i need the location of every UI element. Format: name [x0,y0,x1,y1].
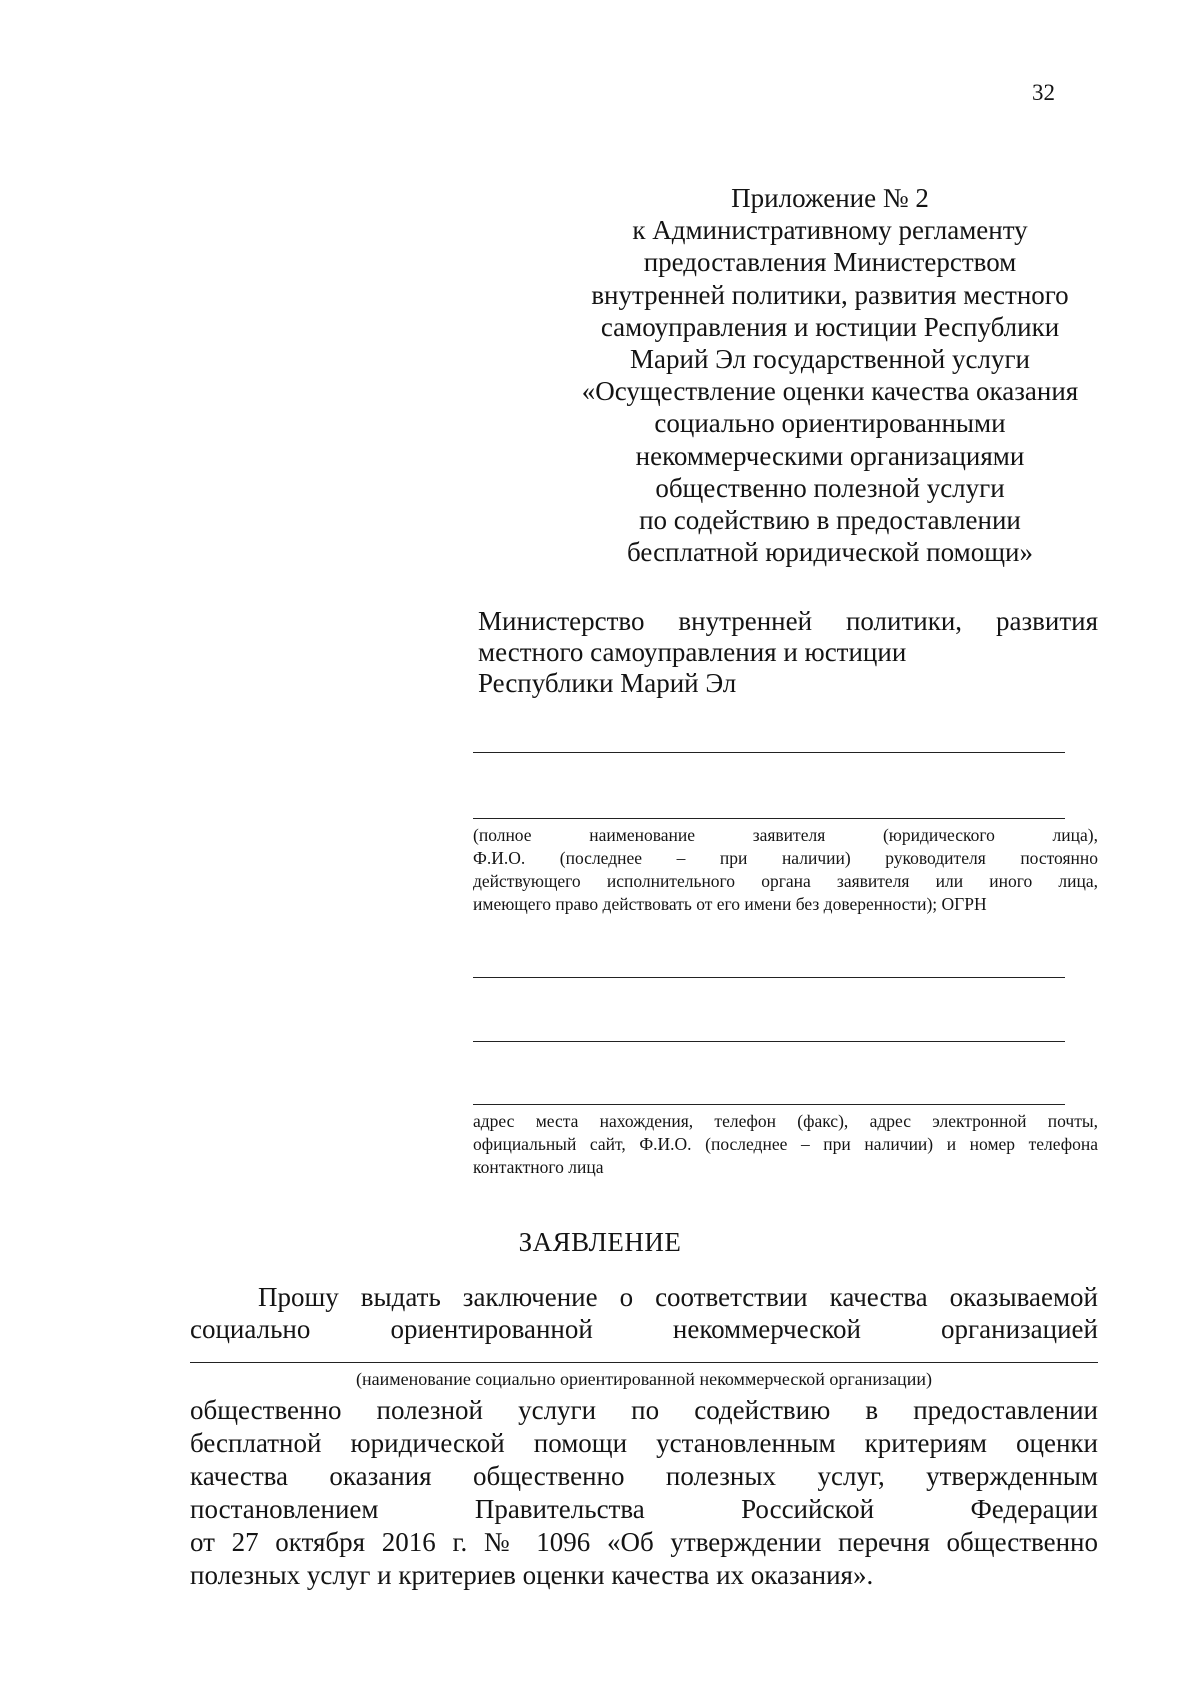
request-paragraph-body [190,1394,1098,1592]
document-title: ЗАЯВЛЕНИЕ [518,1227,682,1257]
blank-line-address-3[interactable] [473,1104,1065,1105]
appendix-line: бесплатной юридической помощи» [627,537,1033,568]
appendix-line: к Административному регламенту [632,215,1028,246]
caption-line: контактного лица [473,1157,604,1177]
caption-line: официальный сайт, Ф.И.О. (последнее – при наличии) и номер телефона [473,1134,1098,1154]
addressee-line: Министерство внутренней политики, развития [478,606,1098,636]
appendix-line: Приложение № 2 [731,183,929,213]
blank-line-applicant-2[interactable] [473,818,1065,819]
appendix-line: самоуправления и юстиции Республики [600,311,1060,342]
blank-line-organization[interactable] [190,1362,1098,1363]
paragraph-line: полезных услуг и критериев оценки качества их оказания». [190,1560,874,1590]
blank-line-address-2[interactable] [473,1041,1065,1042]
addressee-line: Республики Марий Эл [478,668,737,698]
page-number: 32 [1032,80,1055,105]
appendix-header [555,182,1105,568]
caption-line: имеющего право действовать от его имени без доверенности); ОГРН [473,894,987,914]
caption-line: действующего исполнительного органа заявителя или иного лица, [473,871,1098,891]
paragraph-line: социально ориентированной некоммерческой организацией [190,1314,1098,1344]
paragraph-line: постановлением Правительства Российской Федерации [190,1494,1098,1524]
paragraph-line: бесплатной юридической помощи установленным критериям оценки [190,1428,1098,1458]
addressee-line: местного самоуправления и юстиции [478,637,907,667]
appendix-line: «Осуществление оценки качества оказания [581,376,1079,407]
organization-caption: (наименование социально ориентированной некоммерческой организации) [356,1369,932,1389]
appendix-line: предоставления Министерством [643,247,1017,278]
paragraph-line: от 27 октября 2016 г. № 1096 «Об утверждении перечня общественно [190,1527,1098,1557]
paragraph-line: общественно полезной услуги по содействию в предоставлении [190,1395,1098,1425]
applicant-caption [473,824,1098,916]
blank-line-address-1[interactable] [473,977,1065,978]
appendix-line: Марий Эл государственной услуги [630,344,1030,375]
appendix-line: внутренней политики, развития местного [591,279,1069,310]
request-paragraph-start [190,1281,1098,1345]
appendix-line: общественно полезной услуги [655,472,1005,503]
caption-line: Ф.И.О. (последнее – при наличии) руководителя постоянно [473,848,1098,868]
appendix-line: некоммерческими организациями [635,440,1025,471]
appendix-line: по содействию в предоставлении [639,505,1021,536]
appendix-line: социально ориентированными [654,408,1006,439]
addressee-block [478,606,1098,699]
caption-line: адрес места нахождения, телефон (факс), адрес электронной почты, [473,1111,1098,1131]
paragraph-line: качества оказания общественно полезных услуг, утвержденным [190,1461,1098,1491]
paragraph-line: Прошу выдать заключение о соответствии качества оказываемой [258,1282,1098,1312]
caption-line: (полное наименование заявителя (юридического лица), [473,825,1098,845]
blank-line-applicant-1[interactable] [473,752,1065,753]
address-caption [473,1110,1098,1179]
